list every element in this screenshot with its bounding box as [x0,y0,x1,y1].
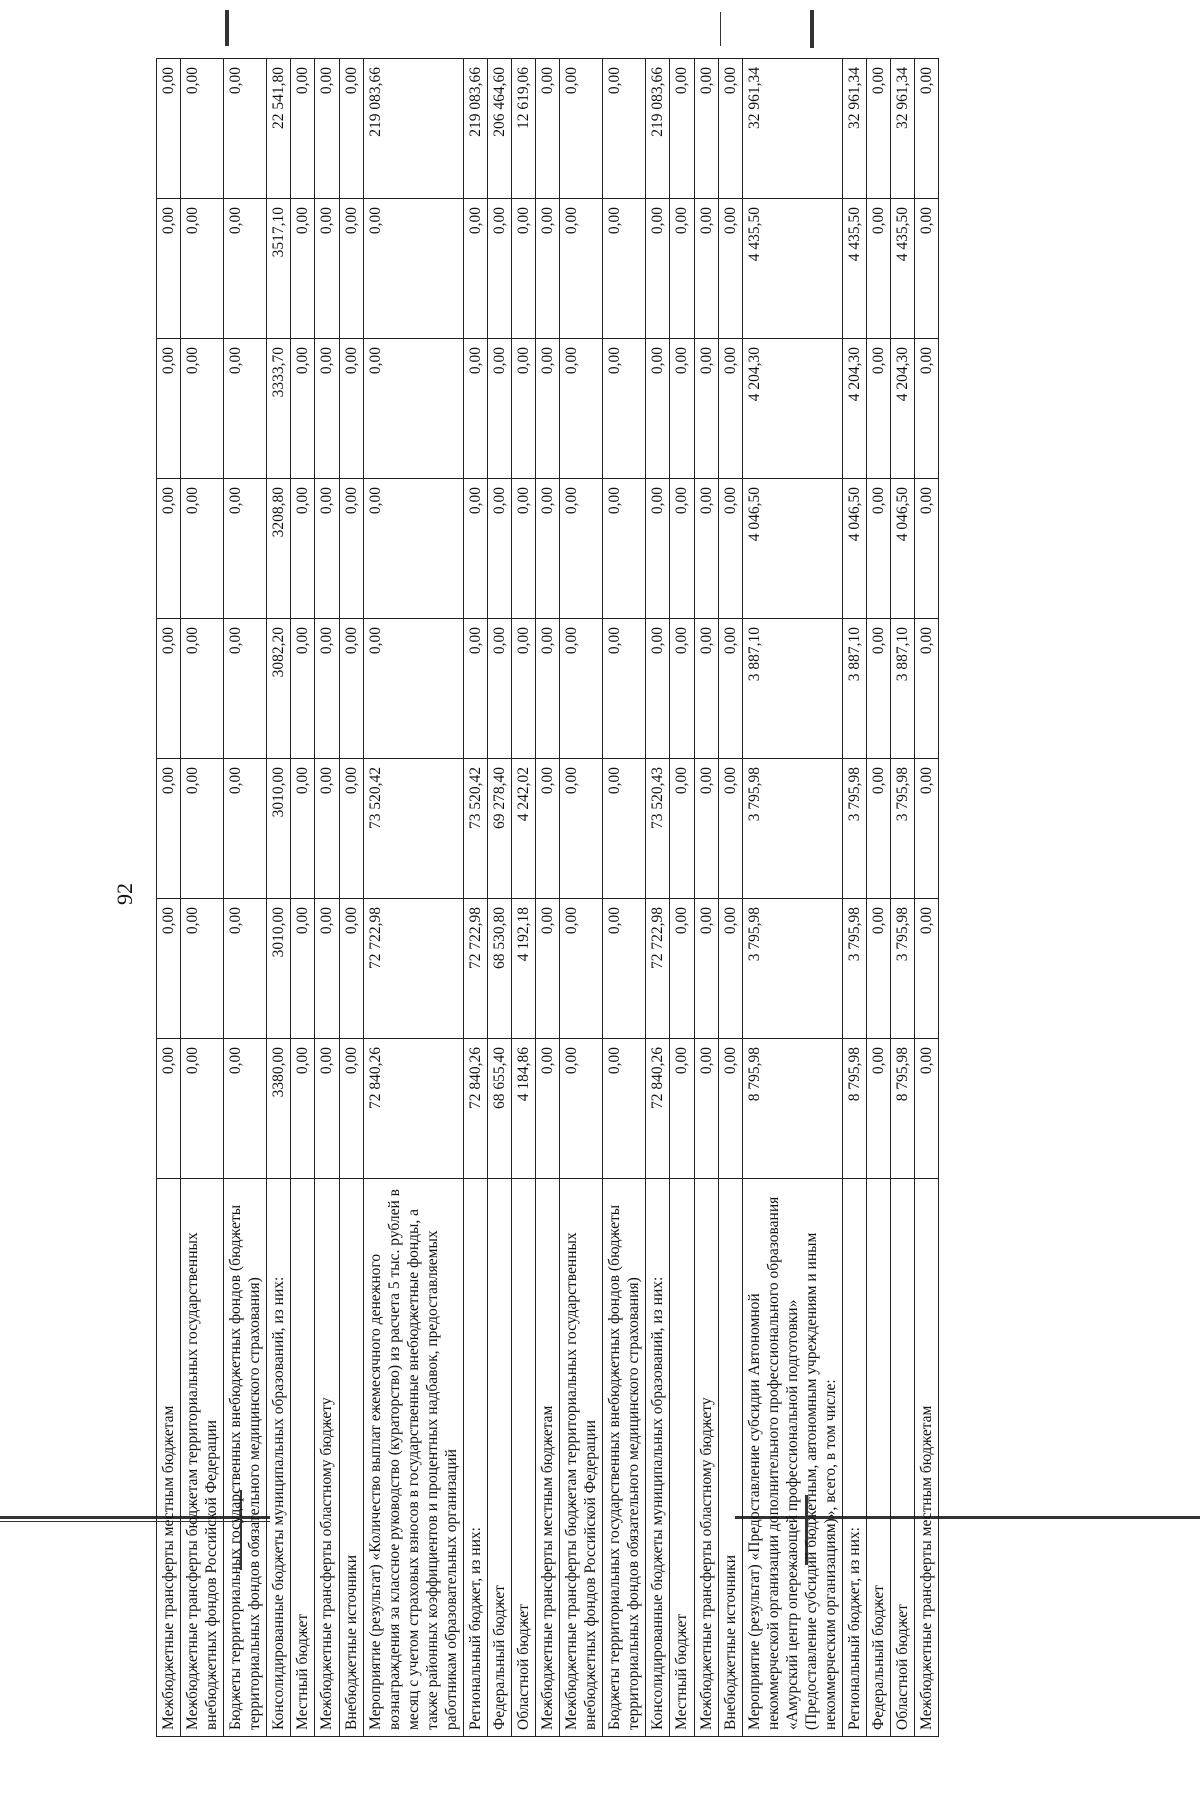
table-row [867,59,891,1737]
row-value: 4 242,02 [512,759,536,899]
row-value: 0,00 [867,619,891,759]
table-row [842,59,866,1737]
budget-table-body [157,59,939,1737]
row-value: 0,00 [291,479,315,619]
row-value: 0,00 [157,759,181,899]
row-value: 0,00 [315,59,339,199]
row-value: 0,00 [560,339,603,479]
row-value: 3208,80 [267,479,291,619]
row-value: 0,00 [670,899,694,1039]
row-value: 0,00 [291,199,315,339]
row-value: 72 722,98 [463,899,487,1039]
row-value: 0,00 [718,59,742,199]
row-value: 0,00 [915,759,939,899]
row-value: 0,00 [718,619,742,759]
row-value: 3333,70 [267,339,291,479]
row-value: 0,00 [536,199,560,339]
row-value: 0,00 [718,479,742,619]
row-value: 0,00 [339,1039,363,1179]
page-number: 92 [112,883,137,905]
row-value: 0,00 [718,339,742,479]
table-row [487,59,511,1737]
row-value: 0,00 [603,479,646,619]
row-value: 0,00 [560,899,603,1039]
row-value: 0,00 [315,199,339,339]
row-label: Внебюджетные источники [339,1179,363,1737]
row-value: 0,00 [463,619,487,759]
row-value: 32 961,34 [842,59,866,199]
row-value: 0,00 [560,1039,603,1179]
row-label: Межбюджетные трансферты областному бюджету [315,1179,339,1737]
row-value: 0,00 [867,899,891,1039]
row-label: Консолидированные бюджеты муниципальных образований, из них: [267,1179,291,1737]
row-value: 0,00 [915,1039,939,1179]
row-value: 3010,00 [267,899,291,1039]
row-value: 4 435,50 [742,199,842,339]
table-row [339,59,363,1737]
row-value: 32 961,34 [742,59,842,199]
table-row [718,59,742,1737]
row-label: Бюджеты территориальных государственных внебюджетных фондов (бюджеты территориальных фондов обязательного медицинского страхования) [224,1179,267,1737]
row-value: 3 795,98 [742,759,842,899]
row-label: Внебюджетные источники [718,1179,742,1737]
row-value: 0,00 [224,479,267,619]
row-value: 0,00 [915,339,939,479]
row-value: 3 887,10 [891,619,915,759]
row-value: 0,00 [536,759,560,899]
table-row [157,59,181,1737]
row-value: 0,00 [536,59,560,199]
row-value: 0,00 [560,759,603,899]
row-label: Межбюджетные трансферты областному бюджету [694,1179,718,1737]
row-value: 0,00 [339,199,363,339]
row-value: 206 464,60 [487,59,511,199]
row-label: Межбюджетные трансферты бюджетам территориальных государственных внебюджетных фондов Российской Федерации [181,1179,224,1737]
row-value: 0,00 [157,479,181,619]
row-value: 0,00 [694,339,718,479]
row-value: 0,00 [867,759,891,899]
row-value: 0,00 [315,759,339,899]
row-value: 0,00 [339,759,363,899]
table-row [315,59,339,1737]
row-value: 0,00 [463,479,487,619]
row-label: Региональный бюджет, из них: [463,1179,487,1737]
row-value: 0,00 [646,619,670,759]
row-label: Межбюджетные трансферты местным бюджетам [536,1179,560,1737]
row-value: 0,00 [915,59,939,199]
row-value: 0,00 [694,899,718,1039]
table-row [512,59,536,1737]
row-value: 0,00 [315,1039,339,1179]
table-row [560,59,603,1737]
row-value: 0,00 [315,479,339,619]
row-value: 0,00 [291,899,315,1039]
row-value: 0,00 [670,1039,694,1179]
row-value: 4 046,50 [891,479,915,619]
row-value: 0,00 [718,199,742,339]
row-value: 4 184,86 [512,1039,536,1179]
row-value: 4 046,50 [742,479,842,619]
row-value: 0,00 [867,1039,891,1179]
row-value: 0,00 [363,619,463,759]
rotated-page-content [156,67,939,1737]
row-value: 0,00 [603,899,646,1039]
row-value: 0,00 [603,1039,646,1179]
row-value: 0,00 [512,479,536,619]
row-value: 0,00 [487,619,511,759]
row-value: 0,00 [363,339,463,479]
table-row [646,59,670,1737]
row-value: 0,00 [915,899,939,1039]
row-value: 0,00 [603,199,646,339]
row-value: 0,00 [718,899,742,1039]
row-value: 0,00 [867,199,891,339]
row-value: 0,00 [694,759,718,899]
row-value: 72 840,26 [463,1039,487,1179]
row-value: 72 722,98 [646,899,670,1039]
row-value: 0,00 [536,899,560,1039]
row-value: 0,00 [694,199,718,339]
row-value: 0,00 [694,619,718,759]
row-value: 0,00 [560,59,603,199]
row-value: 73 520,43 [646,759,670,899]
table-row [363,59,463,1737]
scan-artifact-tick-4 [810,10,814,48]
row-value: 3517,10 [267,199,291,339]
row-value: 73 520,42 [363,759,463,899]
row-label: Консолидированные бюджеты муниципальных образований, из них: [646,1179,670,1737]
table-row [463,59,487,1737]
row-value: 72 840,26 [646,1039,670,1179]
row-value: 0,00 [339,59,363,199]
row-value: 0,00 [157,339,181,479]
row-value: 3 795,98 [891,759,915,899]
row-value: 0,00 [181,339,224,479]
row-value: 0,00 [224,59,267,199]
row-value: 0,00 [536,1039,560,1179]
row-value: 0,00 [536,479,560,619]
row-value: 0,00 [536,339,560,479]
table-row [224,59,267,1737]
row-value: 0,00 [224,339,267,479]
table-row [291,59,315,1737]
row-value: 3 795,98 [842,759,866,899]
row-value: 0,00 [646,199,670,339]
row-value: 0,00 [670,59,694,199]
row-value: 0,00 [867,59,891,199]
row-value: 4 435,50 [891,199,915,339]
row-label: Местный бюджет [670,1179,694,1737]
row-value: 0,00 [670,199,694,339]
row-label: Межбюджетные трансферты бюджетам территориальных государственных внебюджетных фондов Российской Федерации [560,1179,603,1737]
row-value: 8 795,98 [842,1039,866,1179]
row-value: 219 083,66 [463,59,487,199]
row-value: 0,00 [315,619,339,759]
row-value: 0,00 [181,759,224,899]
row-label: Региональный бюджет, из них: [842,1179,866,1737]
row-value: 0,00 [224,759,267,899]
row-value: 0,00 [670,479,694,619]
row-value: 0,00 [157,1039,181,1179]
row-value: 0,00 [867,339,891,479]
row-value: 0,00 [670,619,694,759]
row-value: 4 204,30 [742,339,842,479]
row-value: 72 722,98 [363,899,463,1039]
row-value: 0,00 [915,199,939,339]
row-value: 0,00 [560,479,603,619]
row-value: 0,00 [512,199,536,339]
row-value: 0,00 [463,199,487,339]
row-value: 0,00 [560,199,603,339]
row-value: 0,00 [224,1039,267,1179]
row-value: 0,00 [181,479,224,619]
row-value: 0,00 [224,199,267,339]
row-value: 0,00 [694,59,718,199]
row-value: 0,00 [157,59,181,199]
table-row [891,59,915,1737]
row-value: 0,00 [646,479,670,619]
row-value: 73 520,42 [463,759,487,899]
row-value: 0,00 [603,339,646,479]
table-row [742,59,842,1737]
row-value: 12 619,06 [512,59,536,199]
row-value: 0,00 [181,1039,224,1179]
row-value: 3 795,98 [842,899,866,1039]
row-value: 22 541,80 [267,59,291,199]
row-value: 219 083,66 [646,59,670,199]
row-label: Мероприятие (результат) «Количество выплат ежемесячного денежного вознаграждения за классное руководство (кураторство) из расчета 5 тыс. рублей в месяц с учетом страховых взносов в государственные внебюджетные фонды, а также районных коэффициентов и процентных надбавок, предоставляемых работникам образовательных организаций [363,1179,463,1737]
row-label: Федеральный бюджет [487,1179,511,1737]
row-value: 4 204,30 [842,339,866,479]
table-row [694,59,718,1737]
row-value: 3082,20 [267,619,291,759]
row-value: 0,00 [670,759,694,899]
row-value: 0,00 [560,619,603,759]
row-value: 0,00 [694,479,718,619]
row-value: 0,00 [512,339,536,479]
row-value: 3 887,10 [842,619,866,759]
row-value: 0,00 [536,619,560,759]
row-value: 0,00 [339,339,363,479]
row-value: 0,00 [224,619,267,759]
row-value: 0,00 [463,339,487,479]
row-value: 0,00 [291,619,315,759]
row-value: 3 887,10 [742,619,842,759]
table-row [267,59,291,1737]
row-value: 0,00 [291,339,315,479]
scan-artifact-tick-3 [225,10,229,46]
row-value: 3010,00 [267,759,291,899]
row-value: 0,00 [487,479,511,619]
row-value: 0,00 [363,479,463,619]
row-label: Федеральный бюджет [867,1179,891,1737]
table-row [181,59,224,1737]
row-value: 0,00 [157,619,181,759]
row-value: 0,00 [224,899,267,1039]
row-label: Бюджеты территориальных государственных внебюджетных фондов (бюджеты территориальных фондов обязательного медицинского страхования) [603,1179,646,1737]
row-value: 0,00 [291,1039,315,1179]
row-value: 4 435,50 [842,199,866,339]
row-value: 0,00 [512,619,536,759]
row-value: 4 204,30 [891,339,915,479]
table-row [536,59,560,1737]
row-value: 0,00 [867,479,891,619]
row-value: 3380,00 [267,1039,291,1179]
table-row [670,59,694,1737]
table-row [915,59,939,1737]
row-value: 0,00 [181,899,224,1039]
row-value: 219 083,66 [363,59,463,199]
row-value: 0,00 [646,339,670,479]
row-value: 0,00 [339,899,363,1039]
row-value: 0,00 [363,199,463,339]
row-value: 69 278,40 [487,759,511,899]
row-label: Местный бюджет [291,1179,315,1737]
row-value: 3 795,98 [891,899,915,1039]
row-value: 0,00 [487,199,511,339]
row-value: 8 795,98 [891,1039,915,1179]
row-value: 32 961,34 [891,59,915,199]
row-value: 0,00 [181,619,224,759]
row-value: 0,00 [315,899,339,1039]
budget-table [156,58,939,1737]
row-value: 0,00 [603,59,646,199]
row-value: 0,00 [157,199,181,339]
row-value: 0,00 [670,339,694,479]
row-value: 0,00 [718,1039,742,1179]
row-value: 0,00 [603,619,646,759]
table-row [603,59,646,1737]
row-value: 0,00 [315,339,339,479]
row-label: Межбюджетные трансферты местным бюджетам [157,1179,181,1737]
row-value: 0,00 [694,1039,718,1179]
row-value: 0,00 [603,759,646,899]
row-value: 72 840,26 [363,1039,463,1179]
row-value: 4 192,18 [512,899,536,1039]
row-value: 0,00 [157,899,181,1039]
row-value: 68 655,40 [487,1039,511,1179]
row-value: 0,00 [181,59,224,199]
row-value: 0,00 [339,619,363,759]
row-label: Мероприятие (результат) «Предоставление субсидии Автономной некоммерческой организации дополнительного профессионального образования «Амурский центр опережающей профессиональной подготовки» (Предоставление субсидий бюджетным, автономным учреждениям и иным некоммерческим организациям)», всего, в том числе: [742,1179,842,1737]
row-label: Областной бюджет [891,1179,915,1737]
row-value: 68 530,80 [487,899,511,1039]
scan-artifact-tick-5 [720,12,721,46]
row-value: 3 795,98 [742,899,842,1039]
row-value: 0,00 [915,479,939,619]
row-value: 4 046,50 [842,479,866,619]
row-value: 0,00 [181,199,224,339]
row-value: 0,00 [718,759,742,899]
row-value: 0,00 [487,339,511,479]
row-label: Областной бюджет [512,1179,536,1737]
row-value: 0,00 [291,59,315,199]
row-value: 0,00 [339,479,363,619]
row-label: Межбюджетные трансферты местным бюджетам [915,1179,939,1737]
row-value: 0,00 [291,759,315,899]
row-value: 0,00 [915,619,939,759]
row-value: 8 795,98 [742,1039,842,1179]
